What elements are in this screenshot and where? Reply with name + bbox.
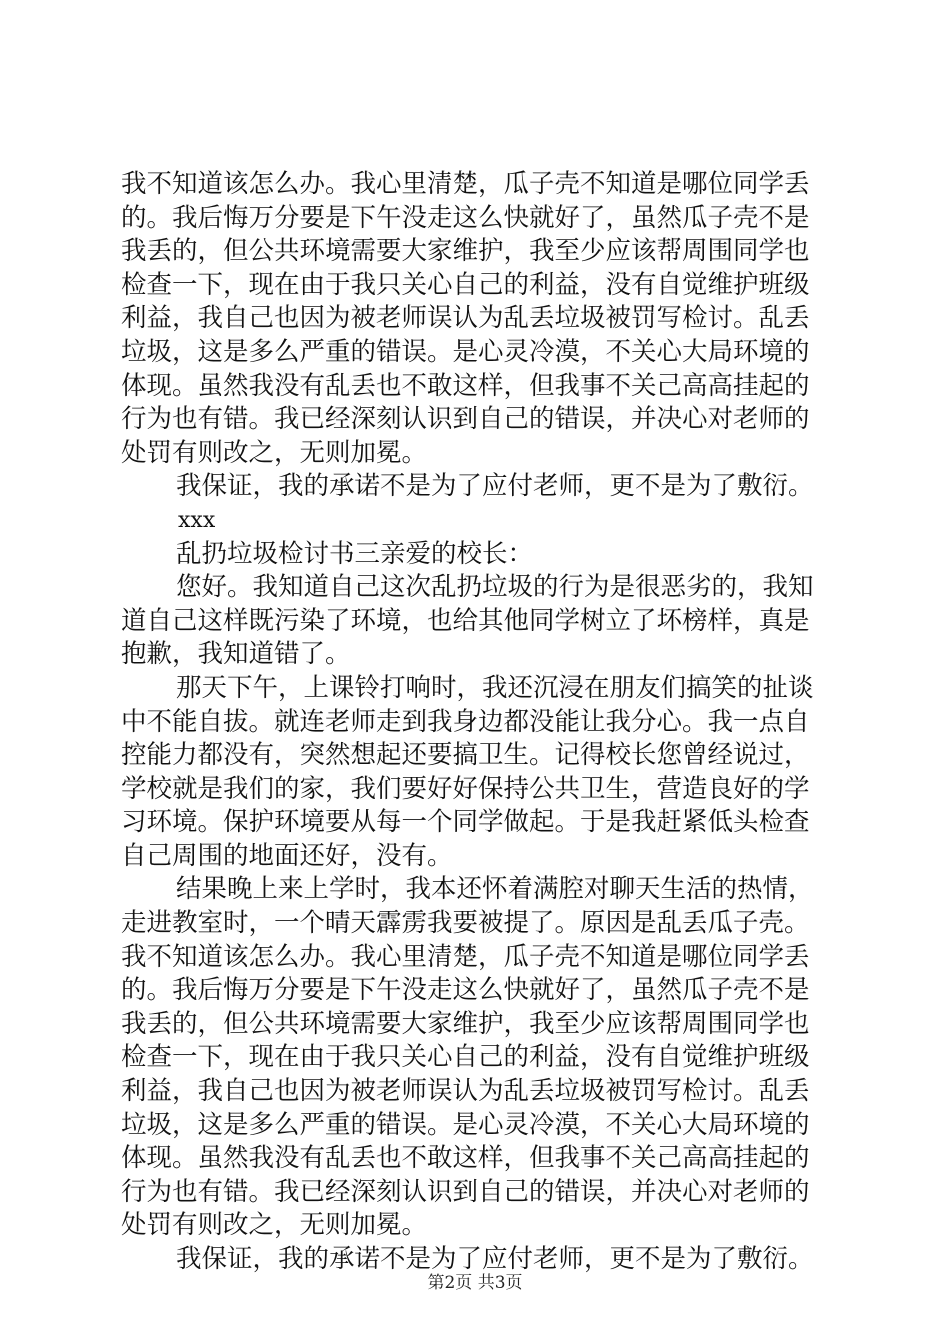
text-line: 垃圾，这是多么严重的错误。是心灵冷漠，不关心大局环境的 xyxy=(121,1109,810,1140)
text-line: 我不知道该怎么办。我心里清楚，瓜子壳不知道是哪位同学丢 xyxy=(121,169,810,199)
text-line: 的。我后悔万分要是下午没走这么快就好了，虽然瓜子壳不是 xyxy=(121,975,810,1006)
text-line: 我丢的，但公共环境需要大家维护，我至少应该帮周围同学也 xyxy=(121,1008,810,1039)
text-line: 体现。虽然我没有乱丢也不敢这样，但我事不关己高高挂起的 xyxy=(121,370,810,401)
document-body xyxy=(121,168,837,1277)
text-line: 行为也有错。我已经深刻认识到自己的错误，并决心对老师的 xyxy=(121,1176,810,1207)
text-line: 走进教室时，一个晴天霹雳我要被提了。原因是乱丢瓜子壳。 xyxy=(121,908,810,939)
text-line: 自己周围的地面还好，没有。 xyxy=(121,840,453,871)
text-line: 您好。我知道自己这次乱扔垃圾的行为是很恶劣的，我知 xyxy=(176,572,814,603)
page-footer: 第2页 共3页 xyxy=(427,1273,523,1293)
text-line: 我保证，我的承诺不是为了应付老师，更不是为了敷衍。 xyxy=(176,471,814,502)
text-line: 垃圾，这是多么严重的错误。是心灵冷漠，不关心大局环境的 xyxy=(121,336,810,367)
text-line: 处罚有则改之，无则加冕。 xyxy=(121,1210,428,1241)
text-line: 控能力都没有，突然想起还要搞卫生。记得校长您曾经说过， xyxy=(121,740,810,771)
text-line: 习环境。保护环境要从每一个同学做起。于是我赶紧低头检查 xyxy=(121,807,810,838)
text-line: 检查一下，现在由于我只关心自己的利益，没有自觉维护班级 xyxy=(121,1042,810,1073)
text-line: 中不能自拔。就连老师走到我身边都没能让我分心。我一点自 xyxy=(121,706,810,737)
text-line: 结果晚上来上学时，我本还怀着满腔对聊天生活的热情， xyxy=(176,874,814,905)
text-line: 体现。虽然我没有乱丢也不敢这样，但我事不关己高高挂起的 xyxy=(121,1143,810,1174)
text-line: 学校就是我们的家，我们要好好保持公共卫生，营造良好的学 xyxy=(121,773,810,804)
text-line: 乱扔垃圾检讨书三亲爱的校长： xyxy=(176,538,534,569)
text-line: 检查一下，现在由于我只关心自己的利益，没有自觉维护班级 xyxy=(121,269,810,300)
text-line: 我丢的，但公共环境需要大家维护，我至少应该帮周围同学也 xyxy=(121,236,810,267)
signature-line: xxx xyxy=(178,507,216,533)
text-line: 那天下午，上课铃打响时，我还沉浸在朋友们搞笑的扯谈 xyxy=(176,672,814,703)
text-line: 我保证，我的承诺不是为了应付老师，更不是为了敷衍。 xyxy=(176,1244,814,1274)
text-line: 我不知道该怎么办。我心里清楚，瓜子壳不知道是哪位同学丢 xyxy=(121,941,810,972)
text-line: 行为也有错。我已经深刻认识到自己的错误，并决心对老师的 xyxy=(121,404,810,435)
text-line: 道自己这样既污染了环境，也给其他同学树立了坏榜样，真是 xyxy=(121,605,810,636)
text-line: 处罚有则改之，无则加冕。 xyxy=(121,437,428,468)
text-line: 抱歉，我知道错了。 xyxy=(121,639,351,670)
text-line: 利益，我自己也因为被老师误认为乱丢垃圾被罚写检讨。乱丢 xyxy=(121,1076,810,1107)
text-line: 利益，我自己也因为被老师误认为乱丢垃圾被罚写检讨。乱丢 xyxy=(121,303,810,334)
text-line: 的。我后悔万分要是下午没走这么快就好了，虽然瓜子壳不是 xyxy=(121,202,810,233)
